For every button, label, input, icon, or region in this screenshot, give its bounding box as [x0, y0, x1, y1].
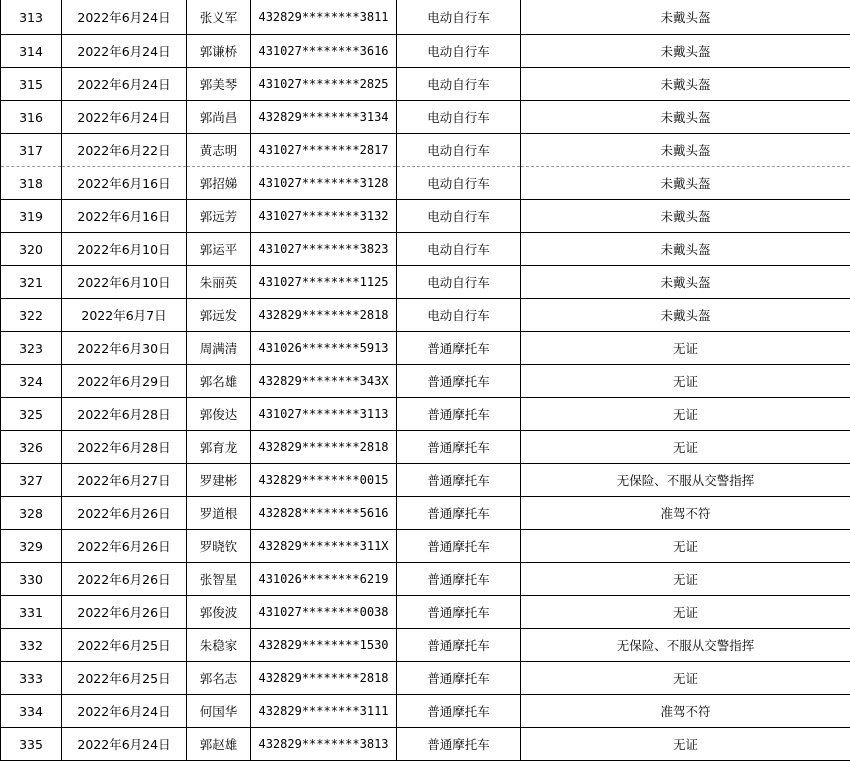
date-cell: 2022年6月26日 [62, 530, 187, 563]
date-cell: 2022年6月25日 [62, 662, 187, 695]
id-number-cell: 432829********3111 [251, 695, 397, 728]
vehicle-type-cell: 电动自行车 [397, 35, 521, 68]
vehicle-type-cell: 普通摩托车 [397, 695, 521, 728]
violation-cell: 无证 [521, 398, 850, 431]
table-row [1, 497, 850, 530]
date-cell: 2022年6月29日 [62, 365, 187, 398]
date-cell: 2022年6月24日 [62, 728, 187, 761]
table-row [1, 563, 850, 596]
violation-cell: 未戴头盔 [521, 167, 850, 200]
vehicle-type-cell: 普通摩托车 [397, 629, 521, 662]
table-row [1, 200, 850, 233]
table-row [1, 167, 850, 200]
date-cell: 2022年6月10日 [62, 266, 187, 299]
row-number-cell: 314 [1, 35, 62, 68]
vehicle-type-cell: 普通摩托车 [397, 464, 521, 497]
name-cell: 罗道根 [187, 497, 251, 530]
date-cell: 2022年6月28日 [62, 431, 187, 464]
vehicle-type-cell: 普通摩托车 [397, 728, 521, 761]
vehicle-type-cell: 电动自行车 [397, 0, 521, 35]
row-number-cell: 318 [1, 167, 62, 200]
row-number-cell: 329 [1, 530, 62, 563]
id-number-cell: 431027********3113 [251, 398, 397, 431]
table-row [1, 233, 850, 266]
records-table-body [1, 0, 850, 761]
name-cell: 郭远芳 [187, 200, 251, 233]
table-row [1, 35, 850, 68]
id-number-cell: 431027********3132 [251, 200, 397, 233]
row-number-cell: 321 [1, 266, 62, 299]
id-number-cell: 432829********0015 [251, 464, 397, 497]
id-number-cell: 431027********3128 [251, 167, 397, 200]
violation-cell: 无证 [521, 563, 850, 596]
table-row [1, 464, 850, 497]
row-number-cell: 322 [1, 299, 62, 332]
id-number-cell: 432829********1530 [251, 629, 397, 662]
name-cell: 朱稳家 [187, 629, 251, 662]
row-number-cell: 323 [1, 332, 62, 365]
date-cell: 2022年6月24日 [62, 101, 187, 134]
violation-cell: 未戴头盔 [521, 68, 850, 101]
id-number-cell: 432829********3134 [251, 101, 397, 134]
violation-cell: 未戴头盔 [521, 0, 850, 35]
id-number-cell: 431027********2817 [251, 134, 397, 167]
date-cell: 2022年6月28日 [62, 398, 187, 431]
row-number-cell: 325 [1, 398, 62, 431]
id-number-cell: 431027********1125 [251, 266, 397, 299]
violation-cell: 无证 [521, 365, 850, 398]
name-cell: 朱丽英 [187, 266, 251, 299]
id-number-cell: 431027********2825 [251, 68, 397, 101]
date-cell: 2022年6月10日 [62, 233, 187, 266]
name-cell: 郭招娣 [187, 167, 251, 200]
date-cell: 2022年6月26日 [62, 563, 187, 596]
vehicle-type-cell: 普通摩托车 [397, 365, 521, 398]
vehicle-type-cell: 普通摩托车 [397, 596, 521, 629]
name-cell: 郭俊波 [187, 596, 251, 629]
violation-cell: 无证 [521, 662, 850, 695]
violation-cell: 未戴头盔 [521, 35, 850, 68]
name-cell: 黄志明 [187, 134, 251, 167]
id-number-cell: 432829********2818 [251, 299, 397, 332]
row-number-cell: 326 [1, 431, 62, 464]
id-number-cell: 432828********5616 [251, 497, 397, 530]
name-cell: 张智星 [187, 563, 251, 596]
violation-cell: 无证 [521, 596, 850, 629]
date-cell: 2022年6月27日 [62, 464, 187, 497]
name-cell: 罗建彬 [187, 464, 251, 497]
name-cell: 郭名志 [187, 662, 251, 695]
violation-cell: 未戴头盔 [521, 266, 850, 299]
violation-cell: 无保险、不服从交警指挥 [521, 629, 850, 662]
id-number-cell: 431027********0038 [251, 596, 397, 629]
name-cell: 郭俊达 [187, 398, 251, 431]
violation-cell: 未戴头盔 [521, 200, 850, 233]
row-number-cell: 317 [1, 134, 62, 167]
vehicle-type-cell: 电动自行车 [397, 299, 521, 332]
vehicle-type-cell: 普通摩托车 [397, 563, 521, 596]
vehicle-type-cell: 普通摩托车 [397, 662, 521, 695]
row-number-cell: 332 [1, 629, 62, 662]
table-row [1, 365, 850, 398]
vehicle-type-cell: 电动自行车 [397, 134, 521, 167]
violation-cell: 无证 [521, 431, 850, 464]
table-row [1, 398, 850, 431]
table-row [1, 596, 850, 629]
vehicle-type-cell: 普通摩托车 [397, 431, 521, 464]
row-number-cell: 335 [1, 728, 62, 761]
table-row [1, 134, 850, 167]
name-cell: 郭名雄 [187, 365, 251, 398]
table-row [1, 101, 850, 134]
id-number-cell: 432829********2818 [251, 431, 397, 464]
violation-cell: 无证 [521, 332, 850, 365]
violation-cell: 无证 [521, 728, 850, 761]
table-row [1, 530, 850, 563]
date-cell: 2022年6月16日 [62, 200, 187, 233]
table-row [1, 728, 850, 761]
name-cell: 郭运平 [187, 233, 251, 266]
id-number-cell: 432829********343X [251, 365, 397, 398]
row-number-cell: 324 [1, 365, 62, 398]
row-number-cell: 330 [1, 563, 62, 596]
table-row [1, 662, 850, 695]
vehicle-type-cell: 电动自行车 [397, 266, 521, 299]
name-cell: 郭远发 [187, 299, 251, 332]
id-number-cell: 432829********2818 [251, 662, 397, 695]
table-row [1, 68, 850, 101]
row-number-cell: 316 [1, 101, 62, 134]
violation-cell: 未戴头盔 [521, 101, 850, 134]
table-row [1, 266, 850, 299]
vehicle-type-cell: 电动自行车 [397, 68, 521, 101]
vehicle-type-cell: 普通摩托车 [397, 332, 521, 365]
violation-cell: 准驾不符 [521, 497, 850, 530]
date-cell: 2022年6月25日 [62, 629, 187, 662]
name-cell: 郭尚昌 [187, 101, 251, 134]
vehicle-type-cell: 电动自行车 [397, 200, 521, 233]
name-cell: 张义军 [187, 0, 251, 35]
id-number-cell: 431027********3823 [251, 233, 397, 266]
vehicle-type-cell: 电动自行车 [397, 101, 521, 134]
date-cell: 2022年6月24日 [62, 68, 187, 101]
vehicle-type-cell: 普通摩托车 [397, 398, 521, 431]
date-cell: 2022年6月24日 [62, 695, 187, 728]
row-number-cell: 331 [1, 596, 62, 629]
row-number-cell: 333 [1, 662, 62, 695]
name-cell: 郭赵雄 [187, 728, 251, 761]
vehicle-type-cell: 普通摩托车 [397, 497, 521, 530]
violation-cell: 未戴头盔 [521, 233, 850, 266]
date-cell: 2022年6月16日 [62, 167, 187, 200]
row-number-cell: 320 [1, 233, 62, 266]
table-row [1, 0, 850, 35]
date-cell: 2022年6月22日 [62, 134, 187, 167]
name-cell: 何国华 [187, 695, 251, 728]
id-number-cell: 432829********3813 [251, 728, 397, 761]
date-cell: 2022年6月30日 [62, 332, 187, 365]
table-row [1, 332, 850, 365]
name-cell: 周满清 [187, 332, 251, 365]
row-number-cell: 327 [1, 464, 62, 497]
name-cell: 郭美琴 [187, 68, 251, 101]
id-number-cell: 432829********3811 [251, 0, 397, 35]
violation-cell: 未戴头盔 [521, 299, 850, 332]
date-cell: 2022年6月26日 [62, 497, 187, 530]
date-cell: 2022年6月24日 [62, 0, 187, 35]
date-cell: 2022年6月7日 [62, 299, 187, 332]
vehicle-type-cell: 电动自行车 [397, 167, 521, 200]
table-row [1, 695, 850, 728]
table-row [1, 431, 850, 464]
table-row [1, 629, 850, 662]
date-cell: 2022年6月26日 [62, 596, 187, 629]
id-number-cell: 431026********6219 [251, 563, 397, 596]
violation-cell: 无证 [521, 530, 850, 563]
table-row [1, 299, 850, 332]
id-number-cell: 431027********3616 [251, 35, 397, 68]
vehicle-type-cell: 电动自行车 [397, 233, 521, 266]
date-cell: 2022年6月24日 [62, 35, 187, 68]
violation-cell: 准驾不符 [521, 695, 850, 728]
name-cell: 郭谦桥 [187, 35, 251, 68]
row-number-cell: 334 [1, 695, 62, 728]
vehicle-type-cell: 普通摩托车 [397, 530, 521, 563]
id-number-cell: 432829********311X [251, 530, 397, 563]
name-cell: 罗晓钦 [187, 530, 251, 563]
name-cell: 郭育龙 [187, 431, 251, 464]
row-number-cell: 319 [1, 200, 62, 233]
violation-cell: 未戴头盔 [521, 134, 850, 167]
row-number-cell: 313 [1, 0, 62, 35]
row-number-cell: 315 [1, 68, 62, 101]
violation-cell: 无保险、不服从交警指挥 [521, 464, 850, 497]
row-number-cell: 328 [1, 497, 62, 530]
id-number-cell: 431026********5913 [251, 332, 397, 365]
